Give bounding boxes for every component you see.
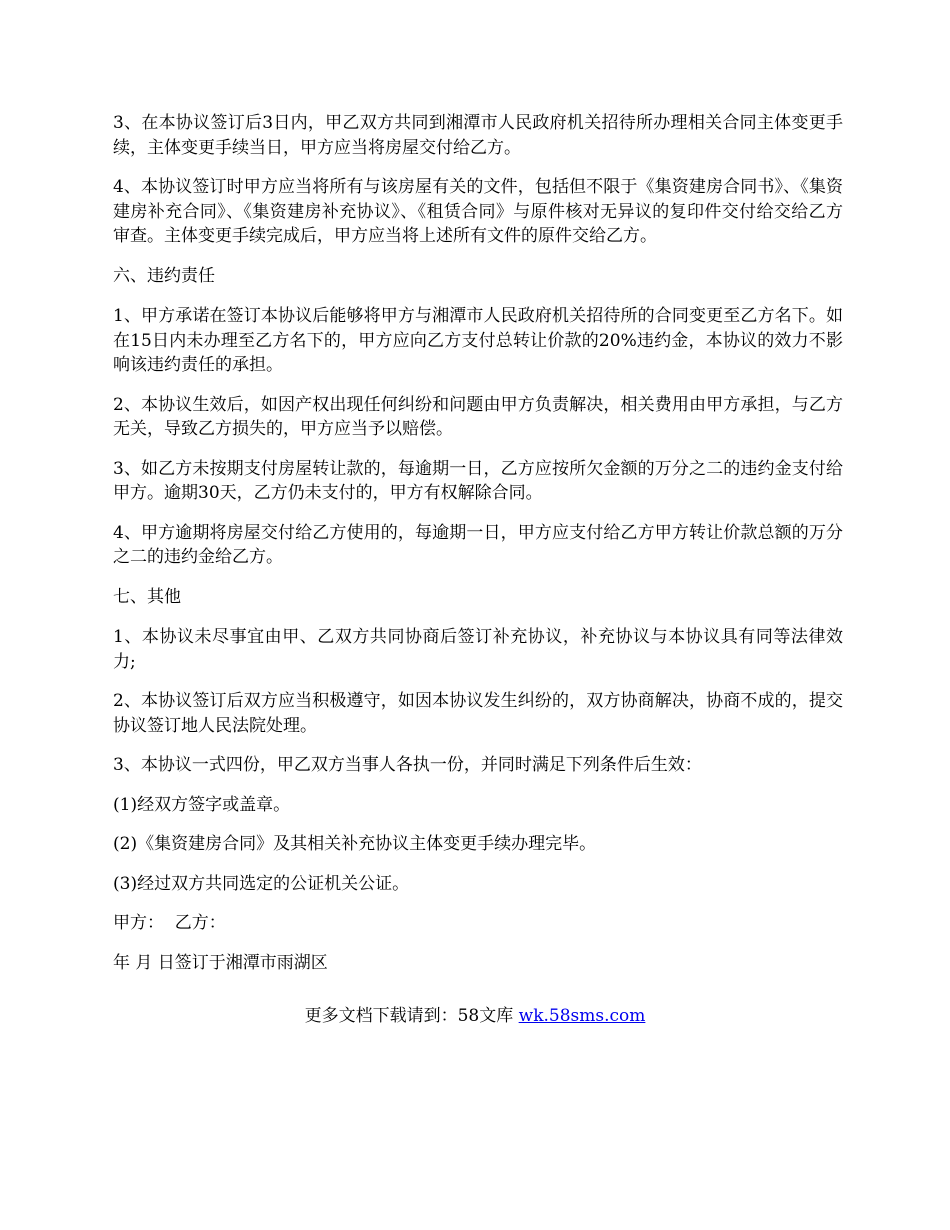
footer-prefix-text: 更多文档下载请到：58文库 [304,1006,519,1026]
signature-parties-line: 甲方： 乙方： [113,913,226,933]
condition-3: (3)经过双方共同选定的公证机关公证。 [113,873,410,894]
clause-6-1: 1、甲方承诺在签订本协议后能够将甲方与湘潭市人民政府机关招待所的合同变更至乙方名下。如在15日内未办理至乙方名下的，甲方应向乙方支付总转让价款的20%违约金，本协议的效力不影响该违约责任的承担。 [113,306,843,375]
clause-5-3: 3、在本协议签订后3日内，甲乙双方共同到湘潭市人民政府机关招待所办理相关合同主体变更手续，主体变更手续当日，甲方应当将房屋交付给乙方。 [113,113,843,158]
signing-date-place-line: 年 月 日签订于湘潭市雨湖区 [113,952,328,973]
download-footer [0,1004,950,1028]
footer-download-link[interactable]: wk.58sms.com [518,1006,646,1026]
clause-5-4: 4、本协议签订时甲方应当将所有与该房屋有关的文件，包括但不限于《集资建房合同书》、《集资建房补充合同》、《集资建房补充协议》、《租赁合同》与原件核对无异议的复印件交付给交给乙方审查。主体变更手续完成后，甲方应当将上述所有文件的原件交给乙方。 [113,177,843,246]
clause-6-4: 4、甲方逾期将房屋交付给乙方使用的，每逾期一日，甲方应支付给乙方甲方转让价款总额的万分之二的违约金给乙方。 [113,522,843,567]
section-heading-other: 七、其他 [113,586,181,607]
condition-2: (2)《集资建房合同》及其相关补充协议主体变更手续办理完毕。 [113,834,597,854]
clause-7-1: 1、本协议未尽事宜由甲、乙双方共同协商后签订补充协议，补充协议与本协议具有同等法律效力; [113,627,843,672]
section-heading-breach-liability: 六、违约责任 [113,265,215,286]
condition-1: (1)经双方签字或盖章。 [113,794,291,815]
clause-6-3: 3、如乙方未按期支付房屋转让款的，每逾期一日，乙方应按所欠金额的万分之二的违约金支付给甲方。逾期30天，乙方仍未支付的，甲方有权解除合同。 [113,458,843,503]
document-body [113,111,843,990]
clause-7-2: 2、本协议签订后双方应当积极遵守，如因本协议发生纠纷的，双方协商解决，协商不成的，提交协议签订地人民法院处理。 [113,691,843,736]
clause-6-2: 2、本协议生效后，如因产权出现任何纠纷和问题由甲方负责解决，相关费用由甲方承担，与乙方无关，导致乙方损失的，甲方应当予以赔偿。 [113,394,843,439]
clause-7-3: 3、本协议一式四份，甲乙双方当事人各执一份，并同时满足下列条件后生效： [113,755,702,775]
